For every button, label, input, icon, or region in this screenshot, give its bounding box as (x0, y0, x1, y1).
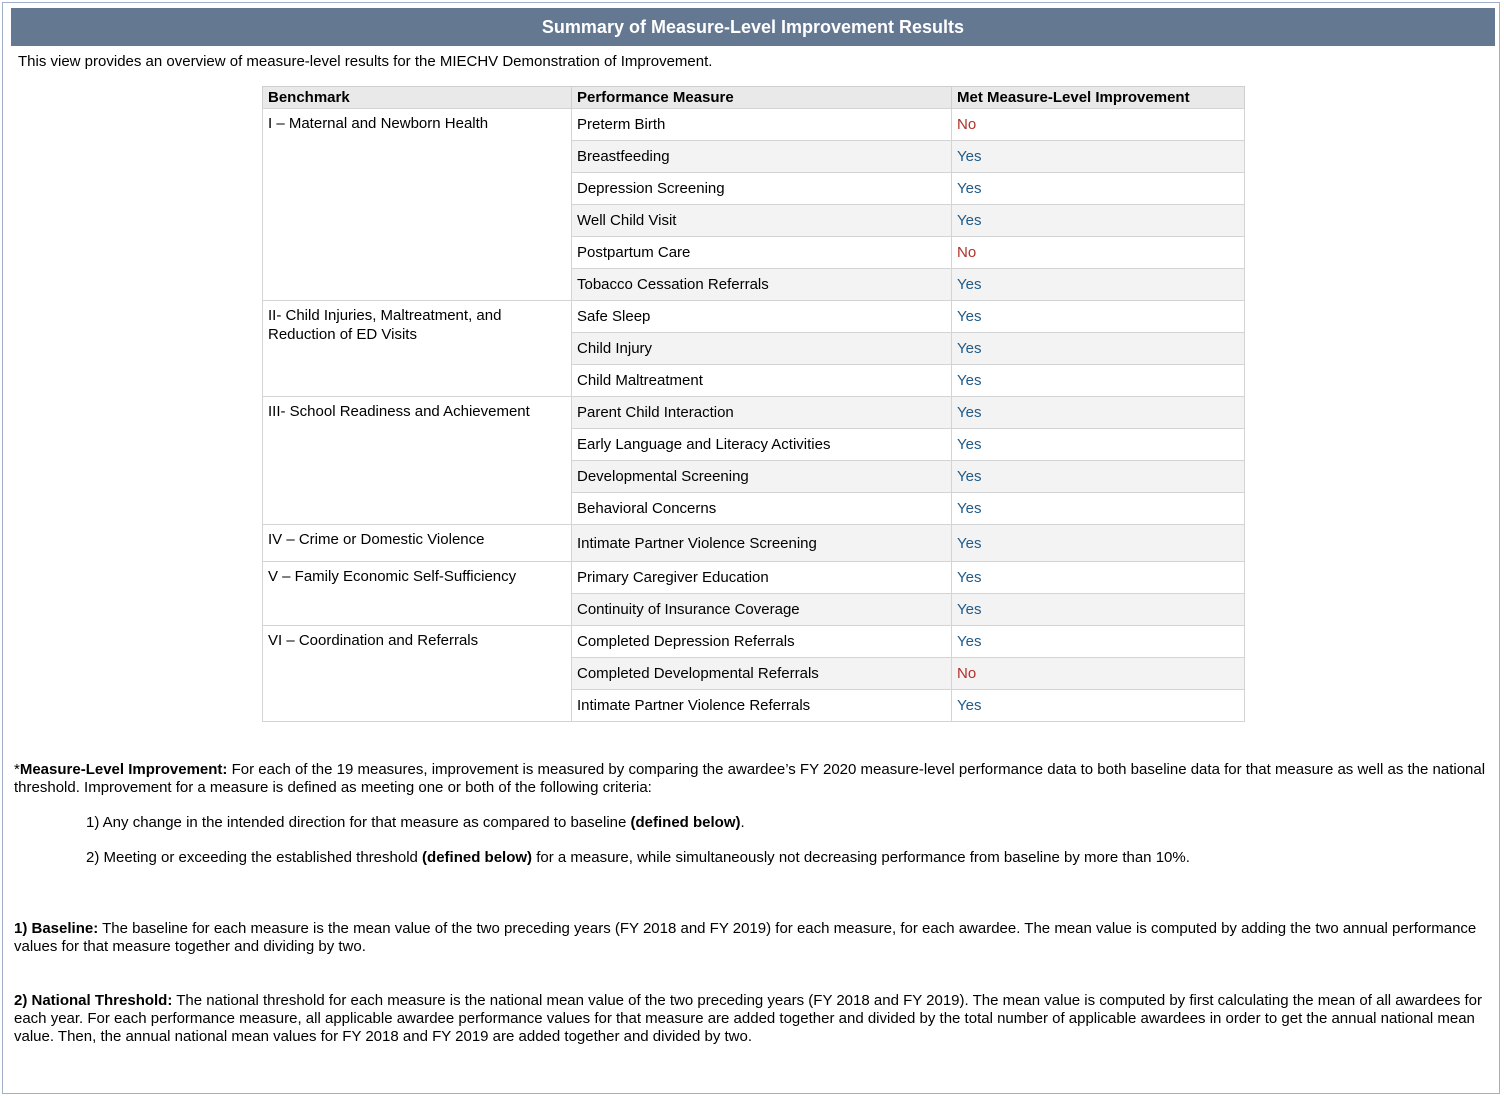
performance-measure-cell: Behavioral Concerns (572, 493, 952, 525)
table-header-row (263, 87, 1245, 109)
results-body (263, 109, 1245, 722)
improvement-result-cell: Yes (952, 141, 1245, 173)
performance-measure-cell: Well Child Visit (572, 205, 952, 237)
criterion-2-text: 2) Meeting or exceeding the established threshold (86, 849, 423, 866)
performance-measure-cell: Tobacco Cessation Referrals (572, 269, 952, 301)
benchmark-cell: II- Child Injuries, Maltreatment, and Reduction of ED Visits (263, 301, 572, 397)
performance-measure-cell: Child Injury (572, 333, 952, 365)
improvement-result-cell: Yes (952, 626, 1245, 658)
table-row (263, 562, 1245, 594)
improvement-result-cell: Yes (952, 365, 1245, 397)
mli-text: For each of the 19 measures, improvement is measured by comparing the awardee’s FY 2020 measure-level performance data to both baseline data for that measure as well as the national threshold. Improvement for a measure is defined as meeting one or both of the following criteria: (14, 761, 1486, 796)
improvement-result-cell: Yes (952, 301, 1245, 333)
improvement-result-cell: Yes (952, 562, 1245, 594)
column-header-met-improvement: Met Measure-Level Improvement (952, 87, 1245, 109)
benchmark-cell: VI – Coordination and Referrals (263, 626, 572, 722)
improvement-result-cell: Yes (952, 594, 1245, 626)
performance-measure-cell: Safe Sleep (572, 301, 952, 333)
improvement-result-cell: Yes (952, 690, 1245, 722)
improvement-result-cell: No (952, 237, 1245, 269)
performance-measure-cell: Continuity of Insurance Coverage (572, 594, 952, 626)
performance-measure-cell: Depression Screening (572, 173, 952, 205)
improvement-result-cell: Yes (952, 461, 1245, 493)
table-row (263, 397, 1245, 429)
report-frame (2, 2, 1500, 1094)
table-row (263, 626, 1245, 658)
column-header-benchmark: Benchmark (263, 87, 572, 109)
improvement-result-cell: Yes (952, 397, 1245, 429)
threshold-label: 2) National Threshold: (14, 992, 173, 1009)
performance-measure-cell: Postpartum Care (572, 237, 952, 269)
mli-definition: *Measure-Level Improvement: For each of the 19 measures, improvement is measured by comparing the awardee’s FY 2020 measure-level performance data to both baseline data for that measure as well as the national threshold. Improvement for a measure is defined as meeting one or both of the following criteria: (14, 761, 1486, 796)
performance-measure-cell: Primary Caregiver Education (572, 562, 952, 594)
performance-measure-cell: Early Language and Literacy Activities (572, 429, 952, 461)
criterion-1-end: . (740, 814, 745, 831)
performance-measure-cell: Breastfeeding (572, 141, 952, 173)
criterion-1 (86, 814, 1492, 832)
table-row (263, 525, 1245, 562)
benchmark-cell: V – Family Economic Self-Sufficiency (263, 562, 572, 626)
performance-measure-cell: Parent Child Interaction (572, 397, 952, 429)
performance-measure-cell: Intimate Partner Violence Screening (572, 525, 952, 562)
performance-measure-cell: Developmental Screening (572, 461, 952, 493)
criterion-2 (86, 849, 1492, 867)
baseline-label: 1) Baseline: (14, 920, 99, 937)
threshold-definition (14, 992, 1492, 1046)
criterion-1-text: 1) Any change in the intended direction for that measure as compared to baseline (86, 814, 631, 831)
table-row (263, 109, 1245, 141)
criterion-1-bold: (defined below) (630, 814, 741, 831)
improvement-result-cell: No (952, 109, 1245, 141)
baseline-text: The baseline for each measure is the mean value of the two preceding years (FY 2018 and FY 2019) for each measure, for each awardee. The mean value is computed by adding the two annual performance values for that measure together and dividing by two. (14, 920, 1477, 955)
performance-measure-cell: Preterm Birth (572, 109, 952, 141)
definitions-notes (14, 761, 1492, 1046)
mli-label: Measure-Level Improvement: (19, 761, 228, 778)
table-row (263, 301, 1245, 333)
page-title: Summary of Measure-Level Improvement Results (11, 8, 1495, 46)
improvement-result-cell: Yes (952, 493, 1245, 525)
performance-measure-cell: Intimate Partner Violence Referrals (572, 690, 952, 722)
benchmark-cell: I – Maternal and Newborn Health (263, 109, 572, 301)
improvement-result-cell: Yes (952, 205, 1245, 237)
performance-measure-cell: Completed Developmental Referrals (572, 658, 952, 690)
performance-measure-cell: Child Maltreatment (572, 365, 952, 397)
benchmark-cell: IV – Crime or Domestic Violence (263, 525, 572, 562)
intro-text: This view provides an overview of measure-level results for the MIECHV Demonstration of Improvement. (18, 53, 713, 70)
improvement-result-cell: Yes (952, 173, 1245, 205)
benchmark-cell: III- School Readiness and Achievement (263, 397, 572, 525)
criterion-2-end: for a measure, while simultaneously not decreasing performance from baseline by more than 10%. (532, 849, 1190, 866)
column-header-performance-measure: Performance Measure (572, 87, 952, 109)
baseline-definition (14, 920, 1492, 956)
threshold-text: The national threshold for each measure is the national mean value of the two preceding years (FY 2018 and FY 2019). The mean value is computed by first calculating the mean of all awardees for each year. For each performance measure, all applicable awardee performance values for that measure are added together and divided by the total number of applicable awardees in order to get the annual national mean value. Then, the annual national mean values for FY 2018 and FY 2019 are added together and divided by two. (14, 992, 1482, 1045)
improvement-result-cell: Yes (952, 333, 1245, 365)
performance-measure-cell: Completed Depression Referrals (572, 626, 952, 658)
criterion-2-bold: (defined below) (422, 849, 533, 866)
improvement-result-cell: Yes (952, 429, 1245, 461)
improvement-result-cell: No (952, 658, 1245, 690)
improvement-result-cell: Yes (952, 269, 1245, 301)
results-table (262, 86, 1245, 722)
improvement-result-cell: Yes (952, 525, 1245, 562)
